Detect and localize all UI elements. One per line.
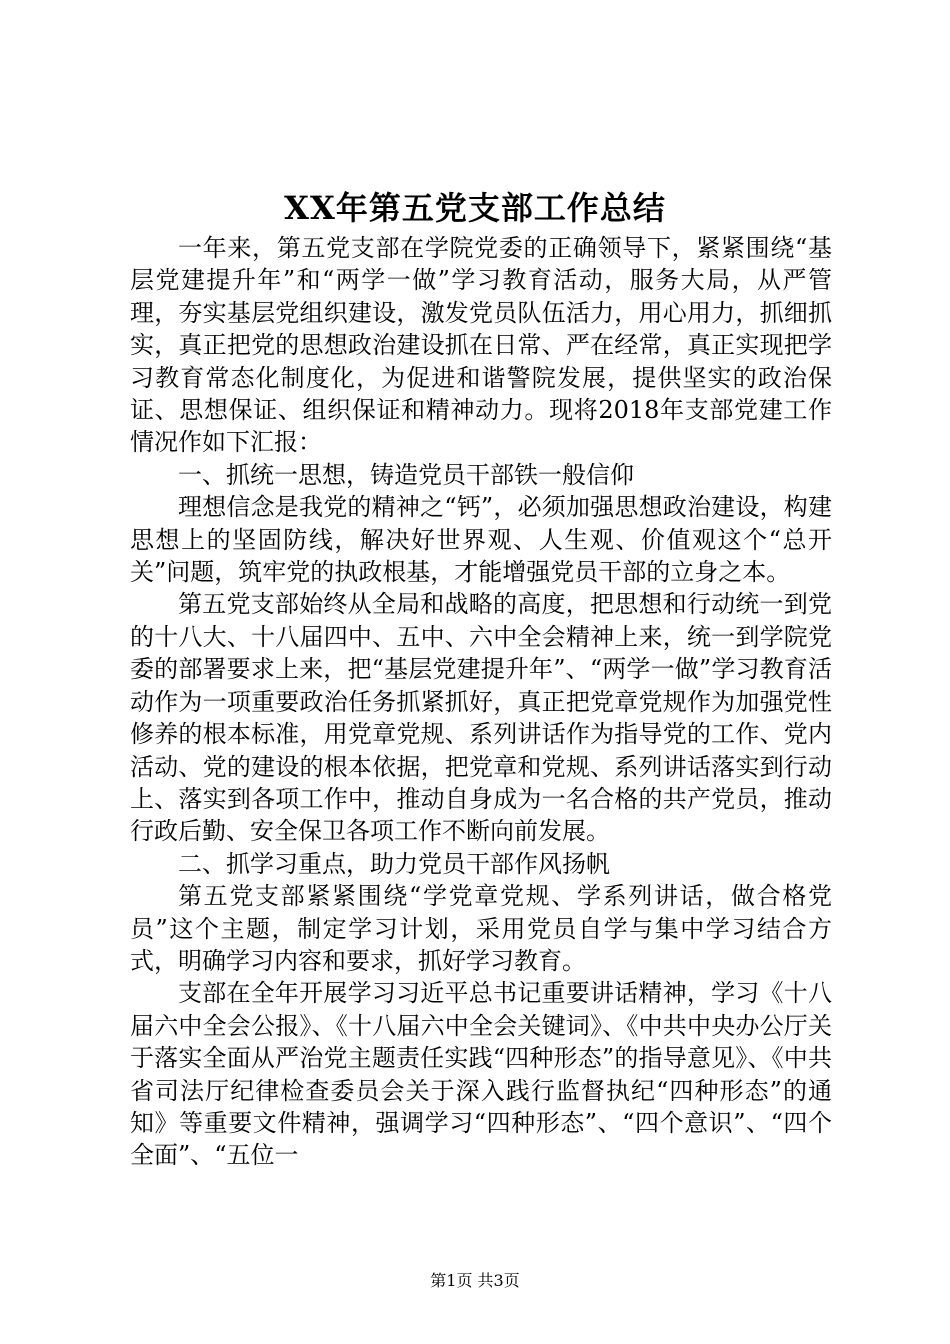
section-heading-1: 一、抓统一思想，铸造党员干部铁一般信仰 [178,460,634,489]
document-title: XX年第五党支部工作总结 [284,189,666,227]
page-number-footer: 第1页 共3页 [430,1271,520,1290]
document-body [130,232,832,1172]
section-heading-2: 二、抓学习重点，助力党员干部作风扬帆 [178,849,610,878]
intro-paragraph: 一年来，第五党支部在学院党委的正确领导下，紧紧围绕“基层党建提升年”和“两学一做”学习教育活动，服务大局，从严管理，夯实基层党组织建设，激发党员队伍活力，用心用力，抓细抓实，真正把党的思想政治建设抓在日常、严在经常，真正实现把学习教育常态化制度化，为促进和谐警院发展，提供坚实的政治保证、思想保证、组织保证和精神动力。现将2018年支部党建工作情况作如下汇报： [130,234,832,457]
body-paragraph: 理想信念是我党的精神之“钙”，必须加强思想政治建设，构建思想上的坚固防线，解决好世界观、人生观、价值观这个“总开关”问题，筑牢党的执政根基，才能增强党员干部的立身之本。 [130,493,832,587]
body-paragraph: 第五党支部紧紧围绕“学党章党规、学系列讲话，做合格党员”这个主题，制定学习计划，采用党员自学与集中学习结合方式，明确学习内容和要求，抓好学习教育。 [130,882,832,975]
body-paragraph: 第五党支部始终从全局和战略的高度，把思想和行动统一到党的十八大、十八届四中、五中、六中全会精神上来，统一到学院党委的部署要求上来，把“基层党建提升年”、“两学一做”学习教育活动作为一项重要政治任务抓紧抓好，真正把党章党规作为加强党性修养的根本标准，用党章党规、系列讲话作为指导党的工作、党内活动、党的建设的根本依据，把党章和党规、系列讲话落实到行动上、落实到各项工作中，推动自身成为一名合格的共产党员，推动行政后勤、安全保卫各项工作不断向前发展。 [130,590,832,846]
body-paragraph: 支部在全年开展学习习近平总书记重要讲话精神，学习《十八届六中全会公报》、《十八届六中全会关键词》、《中共中央办公厅关于落实全面从严治党主题责任实践“四种形态”的指导意见》、《中共省司法厅纪律检查委员会关于深入践行监督执纪“四种形态”的通知》等重要文件精神，强调学习“四种形态”、“四个意识”、“四个全面”、“五位一 [130,979,832,1170]
